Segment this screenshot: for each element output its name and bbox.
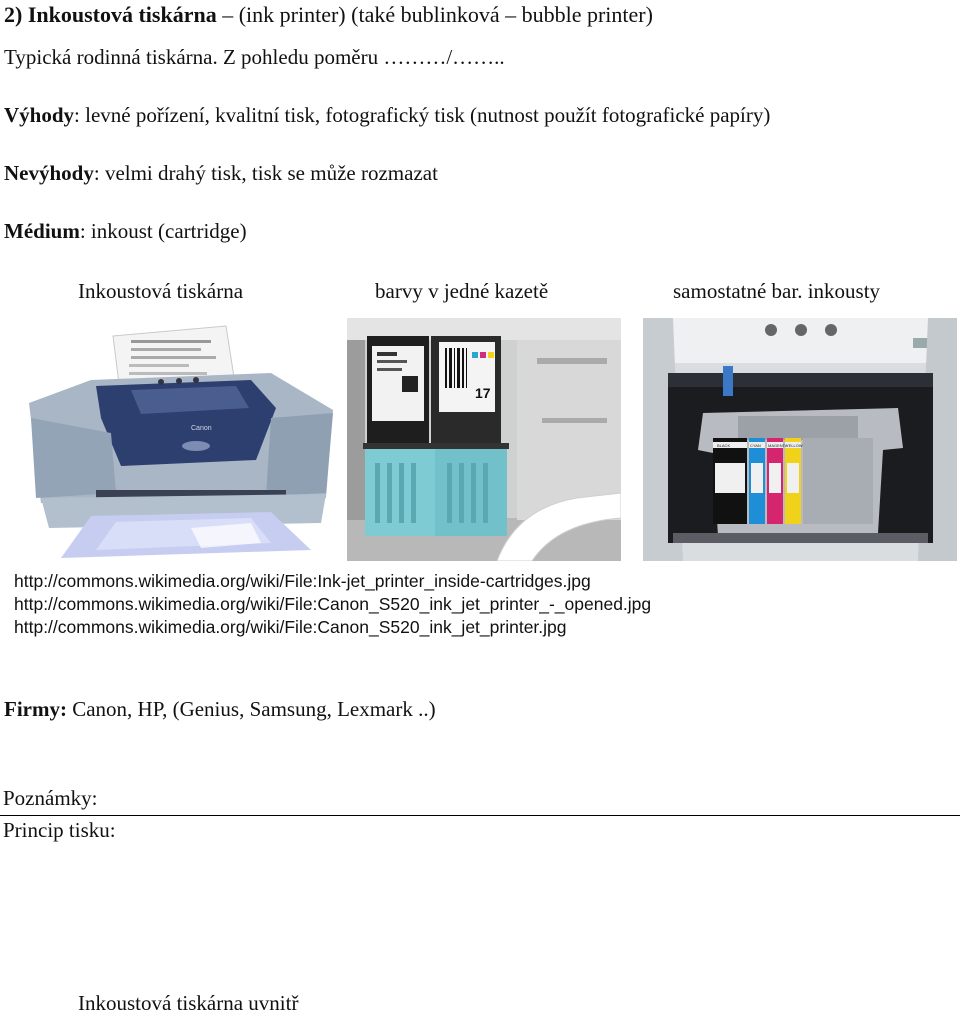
separate-inks-photo xyxy=(643,318,957,561)
firms-text: Canon, HP, (Genius, Samsung, Lexmark ..) xyxy=(66,697,436,721)
disadvantages-line xyxy=(4,161,438,186)
section-heading xyxy=(4,2,653,28)
caption-separate-inks: samostatné bar. inkousty xyxy=(673,279,881,303)
url-link[interactable]: http://commons.wikimedia.org/wiki/File:Canon_S520_ink_jet_printer.jpg xyxy=(14,617,567,637)
typical-text: Typická rodinná tiskárna. Z pohledu poměru ………/…….. xyxy=(4,45,505,69)
advantages-label: Výhody xyxy=(4,103,75,127)
medium-label: Médium xyxy=(4,219,80,243)
medium-line xyxy=(4,219,247,244)
cartridges-in-one-photo xyxy=(347,318,621,561)
notes-underline xyxy=(0,815,960,816)
caption-cartridge: barvy v jedné kazetě xyxy=(375,279,549,303)
inkjet-printer-photo xyxy=(21,318,340,561)
disadvantages-label: Nevýhody xyxy=(4,161,94,185)
tank-label-yellow: YELLOW xyxy=(786,443,803,448)
caption-printer: Inkoustová tiskárna xyxy=(78,279,244,303)
tank-label-black: BLACK xyxy=(717,443,731,448)
medium-text: : inkoust (cartridge) xyxy=(79,219,247,243)
notes-label: Poznámky: xyxy=(3,786,98,810)
url-link[interactable]: http://commons.wikimedia.org/wiki/File:Canon_S520_ink_jet_printer_-_opened.jpg xyxy=(14,594,652,614)
source-urls xyxy=(14,570,651,639)
inside-caption: Inkoustová tiskárna uvnitř xyxy=(78,991,299,1015)
cartridge-number: 17 xyxy=(475,385,491,401)
disadvantages-text: : velmi drahý tisk, tisk se může rozmazat xyxy=(93,161,438,185)
firms-label: Firmy: xyxy=(4,697,67,721)
tank-label-cyan: CYAN xyxy=(750,443,761,448)
firms-line xyxy=(4,697,436,722)
heading-subtitle: – (ink printer) (také bublinková – bubble printer) xyxy=(216,2,653,27)
heading-title: 2) Inkoustová tiskárna xyxy=(4,2,217,27)
advantages-text: : levné pořízení, kvalitní tisk, fotografický tisk (nutnost použít fotografické papíry) xyxy=(74,103,771,127)
tank-label-magenta: MAGENTA xyxy=(768,443,788,448)
canon-logo: Canon xyxy=(191,425,212,432)
url-link[interactable]: http://commons.wikimedia.org/wiki/File:Ink-jet_printer_inside-cartridges.jpg xyxy=(14,571,591,591)
principle-label: Princip tisku: xyxy=(3,818,116,842)
advantages-line xyxy=(4,103,770,128)
